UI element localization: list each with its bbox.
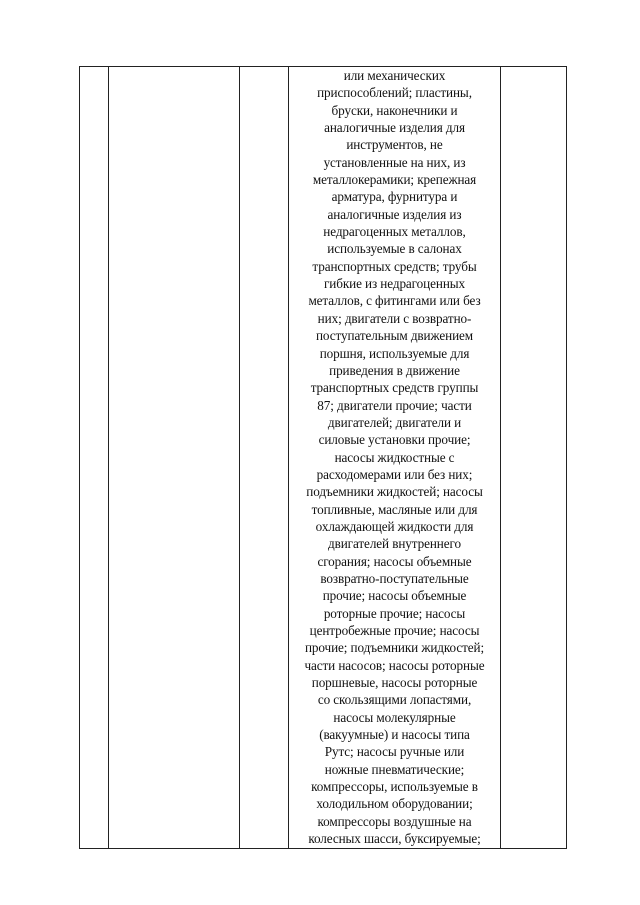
- description-line: расходомерами или без них;: [316, 466, 473, 482]
- description-line: недрагоценных металлов,: [323, 224, 466, 240]
- description-line: установленные на них, из: [323, 154, 466, 170]
- description-line: 87; двигатели прочие; части: [317, 397, 472, 413]
- description-line: бруски, наконечники и: [331, 102, 458, 118]
- goods-table: [79, 66, 567, 849]
- description-line: приведения в движение: [329, 362, 460, 378]
- description-line: Рутс; насосы ручные или: [324, 744, 465, 760]
- narrow-cell: [240, 67, 289, 849]
- description-line: части насосов; насосы роторные: [304, 657, 485, 673]
- description-text: [289, 67, 500, 847]
- description-line: силовые установки прочие;: [318, 432, 471, 448]
- description-line: или механических: [343, 68, 446, 83]
- description-line: колесных шасси, буксируемые;: [308, 831, 481, 847]
- description-line: металлов, с фитингами или без: [308, 293, 481, 309]
- description-line: поршня, используемые для: [319, 345, 470, 361]
- number-cell: [80, 67, 109, 849]
- description-line: компрессоры воздушные на: [317, 813, 472, 829]
- description-line: охлаждающей жидкости для: [315, 518, 474, 534]
- description-line: них; двигатели с возвратно-: [317, 310, 472, 326]
- description-line: арматура, фурнитура и: [331, 189, 458, 205]
- description-line: возвратно-поступательные: [320, 570, 469, 586]
- description-line: аналогичные изделия из: [327, 206, 462, 222]
- description-line: насосы молекулярные: [333, 709, 456, 725]
- description-line: прочие; подъемники жидкостей;: [304, 640, 485, 656]
- description-line: подъемники жидкостей; насосы: [306, 484, 483, 500]
- description-line: двигателей внутреннего: [327, 536, 461, 552]
- description-line: транспортных средств группы: [310, 380, 479, 396]
- description-line: насосы жидкостные с: [334, 449, 455, 465]
- description-line: сгорания; насосы объемные: [317, 553, 472, 569]
- code-cell: [109, 67, 240, 849]
- description-line: гибкие из недрагоценных: [323, 276, 466, 292]
- description-line: используемые в салонах: [327, 241, 462, 257]
- table-row: [80, 67, 567, 849]
- description-line: компрессоры, используемые в: [311, 779, 478, 795]
- description-line: приспособлений; пластины,: [317, 85, 472, 101]
- description-line: центробежные прочие; насосы: [309, 623, 480, 638]
- description-line: прочие; насосы объемные: [322, 588, 467, 604]
- description-line: поршневые, насосы роторные: [311, 675, 478, 691]
- description-line: роторные прочие; насосы: [323, 605, 466, 621]
- note-cell: [501, 67, 567, 849]
- description-line: топливные, масляные или для: [311, 501, 478, 517]
- description-line: аналогичные изделия для: [324, 120, 465, 136]
- description-line: ножные пневматические;: [324, 761, 465, 777]
- description-line: со скользящими лопастями,: [317, 692, 472, 708]
- description-line: холодильном оборудовании;: [316, 796, 473, 812]
- description-cell: [289, 67, 501, 849]
- description-line: металлокерамики; крепежная: [312, 172, 477, 188]
- description-line: двигателей; двигатели и: [327, 414, 462, 430]
- description-line: (вакуумные) и насосы типа: [319, 727, 470, 743]
- description-line: инструментов, не: [346, 137, 443, 153]
- description-line: транспортных средств; трубы: [312, 258, 477, 274]
- description-line: поступательным движением: [315, 328, 474, 344]
